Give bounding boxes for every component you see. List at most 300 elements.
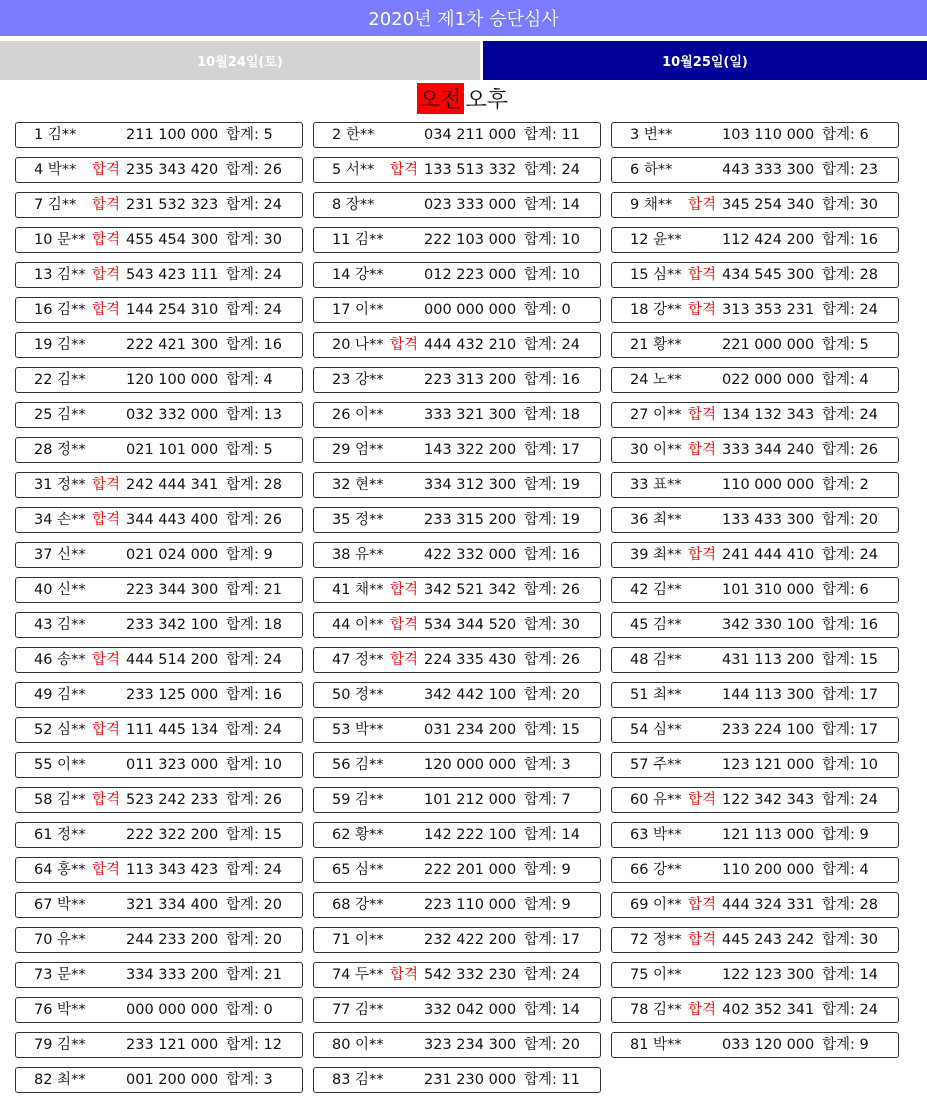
candidate-card[interactable]	[15, 297, 303, 323]
candidate-total: 합계: 9	[524, 897, 571, 913]
candidate-card[interactable]	[15, 962, 303, 988]
candidate-card[interactable]	[15, 752, 303, 778]
candidate-id: 79 김**	[34, 1037, 86, 1053]
candidate-id: 16 김**	[34, 302, 86, 318]
candidate-id: 65 심**	[332, 862, 384, 878]
candidate-total: 합계: 4	[822, 862, 869, 878]
candidate-total: 합계: 24	[524, 337, 580, 353]
candidate-scores: 231 532 323	[126, 197, 219, 213]
candidate-id: 5 서**	[332, 162, 375, 178]
candidate-card[interactable]	[313, 1032, 601, 1058]
candidate-card[interactable]	[15, 822, 303, 848]
candidate-total: 합계: 13	[226, 407, 282, 423]
candidate-total: 합계: 5	[226, 127, 273, 143]
candidate-total: 합계: 11	[524, 1072, 580, 1088]
candidate-scores: 121 113 000	[722, 827, 815, 843]
candidate-scores: 222 322 200	[126, 827, 219, 843]
candidate-id: 70 유**	[34, 932, 86, 948]
candidate-id: 56 김**	[332, 757, 384, 773]
pass-badge: 합격	[390, 967, 419, 983]
candidate-total: 합계: 9	[822, 827, 869, 843]
candidate-total: 합계: 19	[524, 512, 580, 528]
candidate-scores: 021 024 000	[126, 547, 219, 563]
candidate-id: 54 심**	[630, 722, 682, 738]
candidate-card[interactable]	[611, 612, 899, 638]
candidate-card[interactable]	[15, 262, 303, 288]
candidate-total: 합계: 0	[524, 302, 571, 318]
candidate-scores: 221 000 000	[722, 337, 815, 353]
candidate-total: 합계: 15	[822, 652, 878, 668]
candidate-card[interactable]	[611, 367, 899, 393]
candidate-total: 합계: 17	[822, 722, 878, 738]
candidate-id: 75 이**	[630, 967, 682, 983]
candidate-scores: 342 521 342	[424, 582, 517, 598]
candidate-card[interactable]	[15, 612, 303, 638]
candidate-card[interactable]	[15, 577, 303, 603]
pass-badge: 합격	[390, 652, 419, 668]
candidate-scores: 434 545 300	[722, 267, 815, 283]
candidate-id: 9 채**	[630, 197, 673, 213]
candidate-total: 합계: 14	[524, 1002, 580, 1018]
candidate-scores: 101 212 000	[424, 792, 517, 808]
candidate-id: 66 강**	[630, 862, 682, 878]
candidate-total: 합계: 5	[822, 337, 869, 353]
candidate-card[interactable]	[15, 122, 303, 148]
candidate-id: 80 이**	[332, 1037, 384, 1053]
candidate-card[interactable]	[611, 822, 899, 848]
candidate-id: 31 정**	[34, 477, 86, 493]
candidate-card[interactable]	[15, 1032, 303, 1058]
candidate-scores: 222 421 300	[126, 337, 219, 353]
candidate-total: 합계: 14	[524, 197, 580, 213]
candidate-card[interactable]	[611, 857, 899, 883]
candidate-card[interactable]	[611, 997, 899, 1023]
candidate-id: 83 김**	[332, 1072, 384, 1088]
candidate-card[interactable]	[313, 892, 601, 918]
candidate-scores: 543 423 111	[126, 267, 219, 283]
candidate-total: 합계: 2	[822, 477, 869, 493]
candidate-card[interactable]	[15, 682, 303, 708]
candidate-card[interactable]	[313, 192, 601, 218]
candidate-total: 합계: 21	[226, 582, 282, 598]
candidate-total: 합계: 24	[226, 722, 282, 738]
candidate-scores: 112 424 200	[722, 232, 815, 248]
candidate-total: 합계: 24	[226, 302, 282, 318]
candidate-id: 45 김**	[630, 617, 682, 633]
candidate-card[interactable]	[611, 262, 899, 288]
candidate-card[interactable]	[313, 927, 601, 953]
candidate-scores: 000 000 000	[126, 1002, 219, 1018]
candidate-card[interactable]	[15, 997, 303, 1023]
candidate-id: 58 김**	[34, 792, 86, 808]
candidate-total: 합계: 4	[822, 372, 869, 388]
candidate-card[interactable]	[15, 927, 303, 953]
candidate-card[interactable]	[611, 927, 899, 953]
pass-badge: 합격	[688, 197, 717, 213]
pass-badge: 합격	[688, 792, 717, 808]
candidate-id: 4 박**	[34, 162, 77, 178]
pass-badge: 합격	[688, 897, 717, 913]
candidate-id: 7 김**	[34, 197, 77, 213]
candidate-id: 77 김**	[332, 1002, 384, 1018]
candidate-id: 55 이**	[34, 757, 86, 773]
candidate-scores: 444 432 210	[424, 337, 517, 353]
candidate-total: 합계: 30	[226, 232, 282, 248]
candidate-card[interactable]	[15, 157, 303, 183]
candidate-id: 36 최**	[630, 512, 682, 528]
candidate-total: 합계: 24	[524, 162, 580, 178]
candidate-card[interactable]	[611, 577, 899, 603]
candidate-total: 합계: 28	[822, 267, 878, 283]
candidate-total: 합계: 10	[226, 757, 282, 773]
candidate-scores: 144 254 310	[126, 302, 219, 318]
candidate-card[interactable]	[15, 402, 303, 428]
candidate-id: 22 김**	[34, 372, 86, 388]
candidate-scores: 111 445 134	[126, 722, 219, 738]
candidate-id: 72 정**	[630, 932, 682, 948]
candidate-total: 합계: 26	[226, 162, 282, 178]
candidate-id: 41 채**	[332, 582, 384, 598]
candidate-id: 34 손**	[34, 512, 86, 528]
candidate-total: 합계: 17	[524, 442, 580, 458]
candidate-card[interactable]	[611, 332, 899, 358]
candidate-total: 합계: 30	[524, 617, 580, 633]
candidate-total: 합계: 24	[822, 792, 878, 808]
candidate-total: 합계: 24	[226, 652, 282, 668]
candidate-total: 합계: 19	[524, 477, 580, 493]
candidate-scores: 033 120 000	[722, 1037, 815, 1053]
candidate-total: 합계: 10	[524, 232, 580, 248]
candidate-scores: 233 224 100	[722, 722, 815, 738]
candidate-scores: 242 444 341	[126, 477, 219, 493]
candidate-scores: 224 335 430	[424, 652, 517, 668]
candidate-card[interactable]	[15, 857, 303, 883]
candidate-scores: 455 454 300	[126, 232, 219, 248]
pass-badge: 합격	[688, 407, 717, 423]
candidate-total: 합계: 26	[524, 652, 580, 668]
candidate-total: 합계: 18	[524, 407, 580, 423]
candidate-total: 합계: 16	[226, 337, 282, 353]
candidate-scores: 444 324 331	[722, 897, 815, 913]
candidate-total: 합계: 10	[524, 267, 580, 283]
candidate-card[interactable]	[313, 647, 601, 673]
candidate-card[interactable]	[313, 1067, 601, 1093]
candidate-scores: 211 100 000	[126, 127, 219, 143]
candidate-card[interactable]	[313, 542, 601, 568]
candidate-total: 합계: 20	[226, 932, 282, 948]
candidate-scores: 032 332 000	[126, 407, 219, 423]
candidate-card[interactable]	[611, 682, 899, 708]
candidate-scores: 120 000 000	[424, 757, 517, 773]
candidate-scores: 445 243 242	[722, 932, 815, 948]
candidate-card[interactable]	[313, 262, 601, 288]
candidate-card[interactable]	[611, 157, 899, 183]
candidate-id: 23 강**	[332, 372, 384, 388]
candidate-scores: 031 234 200	[424, 722, 517, 738]
candidate-card[interactable]	[15, 1067, 303, 1093]
candidate-id: 57 주**	[630, 757, 682, 773]
candidate-id: 37 신**	[34, 547, 86, 563]
candidate-scores: 222 201 000	[424, 862, 517, 878]
candidate-id: 32 현**	[332, 477, 384, 493]
candidate-card[interactable]	[15, 542, 303, 568]
candidate-card[interactable]	[15, 437, 303, 463]
candidate-id: 63 박**	[630, 827, 682, 843]
candidate-card[interactable]	[313, 857, 601, 883]
candidate-scores: 144 113 300	[722, 687, 815, 703]
candidate-card[interactable]	[313, 962, 601, 988]
candidate-total: 합계: 24	[822, 1002, 878, 1018]
candidate-total: 합계: 16	[822, 232, 878, 248]
candidate-card[interactable]	[313, 472, 601, 498]
candidate-scores: 123 121 000	[722, 757, 815, 773]
candidate-card[interactable]	[611, 892, 899, 918]
candidate-total: 합계: 24	[524, 967, 580, 983]
candidate-id: 25 김**	[34, 407, 86, 423]
candidate-card[interactable]	[313, 752, 601, 778]
pass-badge: 합격	[92, 862, 121, 878]
candidate-total: 합계: 20	[226, 897, 282, 913]
candidate-total: 합계: 15	[524, 722, 580, 738]
candidate-id: 73 문**	[34, 967, 86, 983]
candidate-scores: 110 200 000	[722, 862, 815, 878]
pass-badge: 합격	[390, 617, 419, 633]
candidate-card[interactable]	[611, 787, 899, 813]
candidate-id: 69 이**	[630, 897, 682, 913]
candidate-card[interactable]	[611, 717, 899, 743]
date-tabs	[0, 41, 927, 80]
candidate-id: 43 김**	[34, 617, 86, 633]
pass-badge: 합격	[688, 1002, 717, 1018]
candidate-scores: 133 513 332	[424, 162, 517, 178]
candidate-card[interactable]	[313, 227, 601, 253]
pass-badge: 합격	[92, 302, 121, 318]
candidate-total: 합계: 3	[524, 757, 571, 773]
candidate-card[interactable]	[313, 157, 601, 183]
candidate-scores: 120 100 000	[126, 372, 219, 388]
candidate-card[interactable]	[313, 822, 601, 848]
candidate-id: 24 노**	[630, 372, 682, 388]
candidate-id: 40 신**	[34, 582, 86, 598]
candidate-card[interactable]	[611, 1032, 899, 1058]
candidate-total: 합계: 24	[226, 197, 282, 213]
candidate-card[interactable]	[313, 717, 601, 743]
session-toggle	[0, 84, 927, 112]
candidate-card[interactable]	[15, 507, 303, 533]
candidate-total: 합계: 30	[822, 932, 878, 948]
candidate-card[interactable]	[313, 297, 601, 323]
candidate-scores: 233 315 200	[424, 512, 517, 528]
candidate-id: 53 박**	[332, 722, 384, 738]
candidate-id: 48 김**	[630, 652, 682, 668]
candidate-card[interactable]	[15, 717, 303, 743]
candidate-scores: 012 223 000	[424, 267, 517, 283]
candidate-id: 3 변**	[630, 127, 673, 143]
candidate-id: 46 송**	[34, 652, 86, 668]
candidate-card[interactable]	[313, 612, 601, 638]
candidate-id: 10 문**	[34, 232, 86, 248]
candidate-scores: 332 042 000	[424, 1002, 517, 1018]
candidate-card[interactable]	[313, 437, 601, 463]
candidate-card[interactable]	[611, 402, 899, 428]
candidate-scores: 342 330 100	[722, 617, 815, 633]
candidate-card[interactable]	[15, 892, 303, 918]
candidate-total: 합계: 14	[822, 967, 878, 983]
candidate-total: 합계: 6	[822, 127, 869, 143]
candidate-id: 61 정**	[34, 827, 86, 843]
tab-oct-25[interactable]: 10월25일(일)	[483, 41, 927, 80]
tab-oct-24[interactable]: 10월24일(토)	[0, 41, 480, 80]
pass-badge: 합격	[92, 232, 121, 248]
candidate-total: 합계: 9	[524, 862, 571, 878]
candidate-id: 68 강**	[332, 897, 384, 913]
candidate-total: 합계: 0	[226, 1002, 273, 1018]
pass-badge: 합격	[688, 302, 717, 318]
candidate-total: 합계: 20	[524, 687, 580, 703]
candidate-card[interactable]	[611, 437, 899, 463]
candidate-card[interactable]	[611, 647, 899, 673]
candidate-card[interactable]	[313, 122, 601, 148]
candidate-total: 합계: 28	[822, 897, 878, 913]
page-title: 2020년 제1차 승단심사	[0, 0, 927, 36]
candidate-card[interactable]	[313, 997, 601, 1023]
candidate-total: 합계: 24	[226, 267, 282, 283]
candidate-scores: 443 333 300	[722, 162, 815, 178]
candidate-total: 합계: 14	[524, 827, 580, 843]
candidate-total: 합계: 26	[226, 512, 282, 528]
candidate-id: 51 최**	[630, 687, 682, 703]
candidate-scores: 321 334 400	[126, 897, 219, 913]
pass-badge: 합격	[688, 932, 717, 948]
candidate-card[interactable]	[15, 332, 303, 358]
candidate-card[interactable]	[611, 192, 899, 218]
candidate-total: 합계: 16	[524, 547, 580, 563]
candidate-total: 합계: 11	[524, 127, 580, 143]
candidate-card[interactable]	[611, 122, 899, 148]
candidate-card[interactable]	[15, 192, 303, 218]
candidate-scores: 233 342 100	[126, 617, 219, 633]
candidate-card[interactable]	[313, 402, 601, 428]
candidate-total: 합계: 24	[822, 302, 878, 318]
candidate-card[interactable]	[611, 297, 899, 323]
candidate-scores: 232 422 200	[424, 932, 517, 948]
candidate-total: 합계: 16	[524, 372, 580, 388]
candidate-total: 합계: 26	[822, 442, 878, 458]
candidate-scores: 222 103 000	[424, 232, 517, 248]
candidate-total: 합계: 18	[226, 617, 282, 633]
pass-badge: 합격	[92, 477, 121, 493]
candidate-id: 81 박**	[630, 1037, 682, 1053]
candidate-card[interactable]	[611, 227, 899, 253]
candidate-card[interactable]	[15, 647, 303, 673]
candidate-scores: 313 353 231	[722, 302, 815, 318]
candidate-id: 33 표**	[630, 477, 682, 493]
pass-badge: 합격	[92, 512, 121, 528]
candidate-scores: 523 242 233	[126, 792, 219, 808]
candidate-total: 합계: 20	[822, 512, 878, 528]
candidate-card[interactable]	[313, 682, 601, 708]
candidate-total: 합계: 16	[822, 617, 878, 633]
candidate-card[interactable]	[611, 472, 899, 498]
candidate-id: 74 두**	[332, 967, 384, 983]
candidate-scores: 122 342 343	[722, 792, 815, 808]
candidate-scores: 021 101 000	[126, 442, 219, 458]
candidate-scores: 542 332 230	[424, 967, 517, 983]
pass-badge: 합격	[390, 337, 419, 353]
candidate-card[interactable]	[15, 367, 303, 393]
candidate-scores: 000 000 000	[424, 302, 517, 318]
candidate-card[interactable]	[611, 962, 899, 988]
candidate-id: 2 한**	[332, 127, 375, 143]
candidate-total: 합계: 4	[226, 372, 273, 388]
candidate-id: 29 엄**	[332, 442, 384, 458]
candidate-total: 합계: 23	[822, 162, 878, 178]
candidate-id: 50 정**	[332, 687, 384, 703]
candidate-card[interactable]	[15, 472, 303, 498]
candidate-total: 합계: 26	[226, 792, 282, 808]
pass-badge: 합격	[390, 162, 419, 178]
candidate-scores: 235 343 420	[126, 162, 219, 178]
candidate-card[interactable]	[611, 752, 899, 778]
candidate-scores: 534 344 520	[424, 617, 517, 633]
candidate-card[interactable]	[313, 367, 601, 393]
candidate-card[interactable]	[611, 507, 899, 533]
candidate-scores: 422 332 000	[424, 547, 517, 563]
candidate-card[interactable]	[15, 787, 303, 813]
candidate-id: 14 강**	[332, 267, 384, 283]
candidate-scores: 143 322 200	[424, 442, 517, 458]
candidate-total: 합계: 17	[524, 932, 580, 948]
candidate-card[interactable]	[15, 227, 303, 253]
session-afternoon[interactable]: 오후	[465, 87, 509, 113]
session-morning[interactable]: 오전	[417, 83, 464, 114]
candidate-scores: 244 233 200	[126, 932, 219, 948]
pass-badge: 합격	[688, 267, 717, 283]
candidate-card[interactable]	[611, 542, 899, 568]
candidate-total: 합계: 12	[226, 1037, 282, 1053]
candidate-scores: 334 312 300	[424, 477, 517, 493]
pass-badge: 합격	[92, 652, 121, 668]
candidate-card[interactable]	[313, 332, 601, 358]
candidate-card[interactable]	[313, 787, 601, 813]
candidate-id: 11 김**	[332, 232, 384, 248]
candidate-id: 59 김**	[332, 792, 384, 808]
candidate-id: 35 정**	[332, 512, 384, 528]
candidate-card[interactable]	[313, 507, 601, 533]
candidate-total: 합계: 5	[226, 442, 273, 458]
candidate-scores: 113 343 423	[126, 862, 219, 878]
candidate-id: 27 이**	[630, 407, 682, 423]
candidate-total: 합계: 30	[822, 197, 878, 213]
candidate-id: 47 정**	[332, 652, 384, 668]
candidate-card[interactable]	[313, 577, 601, 603]
candidate-total: 합계: 17	[822, 687, 878, 703]
candidate-scores: 142 222 100	[424, 827, 517, 843]
candidate-id: 6 하**	[630, 162, 673, 178]
candidate-id: 13 김**	[34, 267, 86, 283]
pass-badge: 합격	[92, 722, 121, 738]
candidate-scores: 342 442 100	[424, 687, 517, 703]
candidate-scores: 134 132 343	[722, 407, 815, 423]
candidate-scores: 233 125 000	[126, 687, 219, 703]
pass-badge: 합격	[92, 162, 121, 178]
candidate-total: 합계: 10	[822, 757, 878, 773]
candidate-scores: 023 333 000	[424, 197, 517, 213]
candidate-scores: 223 110 000	[424, 897, 517, 913]
candidate-id: 62 황**	[332, 827, 384, 843]
candidate-id: 26 이**	[332, 407, 384, 423]
candidate-id: 76 박**	[34, 1002, 86, 1018]
